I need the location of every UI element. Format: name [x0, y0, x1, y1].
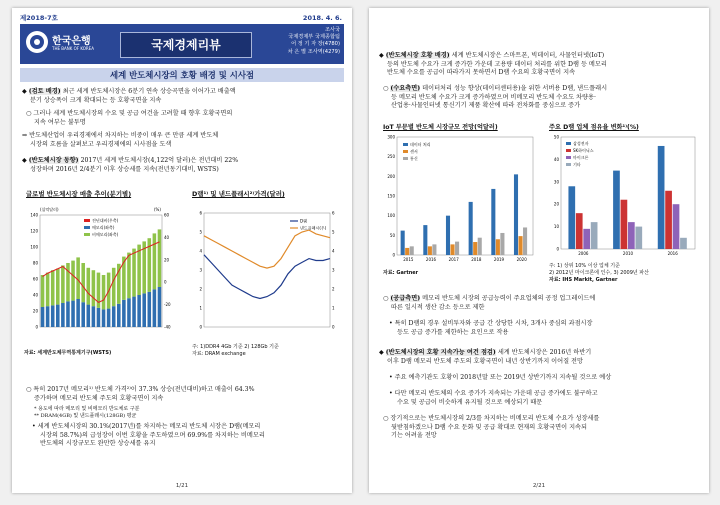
bar: [673, 204, 680, 249]
dot-bullet-icon: •: [389, 390, 395, 397]
circle-bullet-icon: ○: [383, 85, 391, 92]
y-tick-label: 250: [387, 154, 395, 160]
non-memory-bar: [132, 249, 136, 297]
memory-bar: [153, 289, 157, 327]
y-tick-label: 140: [30, 212, 38, 218]
text-line: 장기적으로는 반도체시장의 2/3를 차지하는 비메모리 반도체 수요가 성장세를: [390, 415, 600, 422]
bar: [496, 239, 500, 255]
text-line: 지속 여부는 불투명: [34, 118, 86, 126]
footnote: * 용도에 따라 메모리 및 비메모리 반도체로 구분: [34, 406, 140, 412]
memory-bar: [117, 304, 121, 327]
legend-label: 비메모리(좌축): [92, 232, 119, 237]
bar: [576, 213, 583, 249]
dot-bullet-icon: •: [32, 423, 38, 430]
bar: [518, 236, 522, 255]
paragraph-implication: [22, 132, 342, 149]
text-line: 특히 2017년 메모리¹⁾ 반도체 가격²⁾이 37.3% 상승(전년대비)하고 매출이 64.3%: [33, 386, 255, 393]
diamond-bullet-icon: ◆: [379, 52, 386, 59]
y-tick-label: 10: [553, 224, 559, 230]
text-line: 수요 및 공급이 비슷하게 유지될 것으로 예상되기 때문: [397, 398, 543, 406]
text-line: 반도체 수요를 공급이 따라가지 못하면서 D램 수요의 호황국면이 지속: [387, 69, 576, 77]
y-tick-label: 40: [553, 156, 559, 162]
legend-label: SK하이닉스: [573, 148, 594, 153]
chart1-source: 자료: 세계반도체무역통계기구(WSTS): [24, 350, 112, 356]
text-line: 등 메모리 반도체 수요가 크게 증가하였으며 비메모리 반도체 수요도 차량용·: [391, 93, 596, 101]
legend-label: 데이터 처리: [410, 142, 431, 147]
paragraph-supply-detail: [389, 320, 701, 337]
text-line: 시장의 흐름을 살펴보고 우리경제에의 시사점을 도색: [30, 140, 172, 148]
legend-label: 메모리(좌축): [92, 225, 115, 230]
bar: [680, 238, 687, 249]
paragraph-share: [32, 423, 342, 449]
legend-swatch: [566, 156, 571, 159]
text-line: 다만 메모리 반도체의 수요 증가가 지속되는 가운데 공급 증가에도 불구하고: [394, 390, 598, 397]
memory-bar: [127, 298, 131, 327]
paragraph-longterm: [383, 415, 701, 441]
y-tick-label: 20: [32, 308, 38, 314]
memory-bar: [81, 302, 85, 327]
boom-background-label: (반도체시장 호황 배경): [385, 52, 450, 59]
bar: [628, 222, 635, 249]
paragraph-supply: [383, 295, 701, 312]
footnote: ** DRAM(4GB) 및 낸드플래시(128GB) 평균: [34, 412, 137, 419]
memory-bar: [66, 301, 70, 327]
non-memory-bar: [81, 263, 85, 302]
memory-bar: [76, 299, 80, 327]
paragraph-price: [26, 386, 342, 403]
memory-bar: [122, 300, 126, 327]
bar: [473, 242, 477, 255]
bar: [613, 171, 620, 249]
text-line: 기는 어려울 전망: [391, 432, 437, 440]
legend-swatch: [84, 226, 90, 229]
text-line: 반도체산업이 우리경제에서 차지하는 비중이 매우 큰 만큼 세계 반도체: [29, 132, 219, 139]
memory-bar: [71, 301, 75, 327]
bar: [450, 244, 454, 255]
dram-nand-price-chart: [188, 199, 346, 349]
dept-line: 조사국: [324, 27, 340, 33]
text-line: 메모리 반도체 시장의 공급능력이 주요업체의 공정 업그레이드에: [422, 295, 596, 302]
paragraph-background: [22, 88, 342, 105]
paragraph-outlook-forecast: [389, 374, 701, 383]
memory-bar: [132, 297, 136, 327]
text-line: 분기 상승폭이 크게 확대되는 등 호황국면을 지속: [30, 96, 162, 104]
non-memory-bar: [56, 269, 60, 305]
paragraph-however: [26, 110, 342, 127]
memory-bar: [56, 305, 60, 327]
text-line: 2017년 세계 반도체시장(4,122억 달러)은 전년대비 22%: [80, 157, 239, 164]
bar: [478, 238, 482, 255]
report-page-2: [369, 8, 709, 493]
y-tick-label: 40: [32, 292, 38, 298]
memory-bar: [148, 292, 152, 327]
bar: [500, 233, 504, 255]
iot-market-chart: [379, 131, 539, 268]
bar: [410, 246, 414, 255]
bank-name-en: THE BANK OF KOREA: [52, 46, 94, 51]
non-memory-bar: [112, 268, 116, 306]
bar: [491, 189, 495, 255]
legend-label: 삼성전자: [573, 141, 589, 146]
y-tick-label: 2: [199, 286, 202, 292]
background-label: (검토 배경): [28, 88, 61, 95]
x-tick-label: 2015: [403, 257, 414, 262]
text-line: 특히 D램의 경우 설비투자와 공급 간 상당한 시차, 3개사 중심의 과점시장: [394, 320, 593, 327]
y-tick-label: 50: [389, 232, 395, 238]
y-tick-label: 3: [199, 267, 202, 273]
dram-share-chart: [545, 131, 703, 261]
circle-bullet-icon: ○: [26, 386, 34, 393]
bar: [568, 186, 575, 249]
non-memory-bar: [127, 253, 131, 299]
bar: [446, 216, 450, 255]
bar: [455, 242, 459, 255]
y-tick-label: 20: [553, 201, 559, 207]
paragraph-outlook: [379, 349, 701, 366]
y-tick-label: 6: [199, 210, 202, 216]
supply-label: (공급측면): [390, 295, 421, 302]
chart4-note2: 2) 2012년 마이크론에 인수, 3) 2009년 파산: [549, 270, 649, 276]
issue-date: 2018. 4. 6.: [302, 14, 342, 22]
bar: [591, 222, 598, 249]
memory-bar: [46, 306, 50, 327]
dot-bullet-icon: •: [389, 320, 395, 327]
arrow-bullet-icon: ⇒: [22, 132, 30, 139]
y-tick-label: 80: [32, 260, 38, 266]
bar: [401, 231, 405, 255]
text-line: 뒷받침하겠으나 D램 수요 둔화 및 공급 확대로 현재의 호황국면이 지속되: [391, 423, 587, 431]
legend-swatch: [403, 157, 408, 160]
bar: [423, 225, 427, 255]
paragraph-outlook-balance: [389, 390, 701, 407]
non-memory-bar: [71, 261, 75, 301]
chart4-title: 주요 D램 업체 점유율 변화¹⁾(%): [549, 124, 639, 131]
chart1-title: 글로벌 반도체시장 매출 추이(분기별): [26, 190, 132, 198]
footnotes: [34, 406, 342, 419]
y2-tick-label: 3: [332, 267, 335, 273]
report-header: [20, 24, 344, 64]
memory-bar: [102, 309, 106, 327]
page-number: 2/21: [532, 483, 546, 489]
bar: [523, 227, 527, 255]
x-tick-label: 2018: [471, 257, 482, 262]
y-tick-label: 1: [199, 305, 202, 311]
text-line: 산업용·사물인터넷 통신기기 제품 확산에 따라 전차화를 중심으로 증가: [391, 102, 581, 110]
legend-label: 전년대비(우축): [92, 218, 119, 223]
non-memory-bar: [153, 233, 157, 289]
non-memory-bar: [41, 275, 45, 307]
review-title: 국제경제리뷰: [120, 32, 252, 58]
x-tick-label: 2020: [516, 257, 527, 262]
y2-tick-label: 6: [332, 210, 335, 216]
x-tick-label: 2010: [622, 251, 634, 256]
chart4-source: 자료: IHS Markit, Gartner: [549, 277, 618, 283]
x-tick-label: 2017: [448, 257, 459, 262]
circle-bullet-icon: ○: [26, 110, 34, 117]
diamond-bullet-icon: ◆: [22, 88, 29, 95]
legend-swatch: [566, 142, 571, 145]
text-line: 세계 반도체시장의 30.1%(2017년)를 차지하는 메모리 반도체 시장은 D램(메모리: [37, 423, 261, 430]
chart3-source: 자료: Gartner: [383, 270, 419, 276]
bar: [621, 200, 628, 249]
memory-bar: [137, 295, 141, 327]
y-tick-label: 120: [30, 228, 38, 234]
legend-swatch: [566, 163, 571, 166]
y-tick-label: 100: [30, 244, 38, 250]
y2-tick-label: 1: [332, 305, 335, 311]
memory-bar: [142, 293, 146, 327]
legend-swatch: [403, 143, 408, 146]
x-tick-label: 2016: [425, 257, 437, 262]
text-line: 따른 일시적 생산 감소 등으로 제한: [391, 303, 485, 311]
memory-bar: [87, 305, 91, 327]
chart2-source: 자료: DRAM exchange: [192, 351, 246, 357]
y2-tick-label: 0: [332, 324, 335, 330]
text-line: 세계 반도체시장은 2016년 하반기: [497, 349, 592, 356]
y2-tick-label: 40: [164, 234, 170, 240]
chart3-title: IoT 부문별 반도체 시장규모 전망(억달러): [383, 124, 498, 131]
y-tick-label: 0: [392, 252, 395, 258]
semiconductor-sales-chart: [22, 199, 180, 349]
dot-bullet-icon: •: [389, 374, 395, 381]
y-tick-label: 0: [199, 324, 202, 330]
bar: [635, 227, 642, 249]
circle-bullet-icon: ○: [383, 415, 391, 422]
text-line: 등도 공급 증가를 제한하는 요인으로 작용: [397, 328, 509, 336]
y2-tick-label: 5: [332, 229, 335, 235]
y2-tick-label: 60: [164, 212, 170, 218]
non-memory-bar: [61, 265, 65, 303]
bar: [405, 248, 409, 255]
report-page-1: [12, 8, 352, 493]
y-tick-label: 50: [553, 134, 559, 140]
legend-label: D램: [300, 218, 307, 224]
text-line: 성장하며 2016년 2/4분기 이후 상승세를 지속(전년동기대비, WSTS): [30, 165, 219, 173]
non-memory-bar: [87, 268, 91, 305]
non-memory-bar: [51, 270, 55, 305]
legend-swatch: [84, 219, 90, 222]
issue-number: 제2018-7호: [20, 14, 58, 22]
dept-line: 어 정 기 자 장(4780): [291, 41, 340, 48]
text-line: 등의 반도체 수요가 크게 증가한 가운데 고용량 데이터 처리를 위한 D램 등 메모리: [387, 60, 607, 68]
y-tick-label: 300: [387, 134, 395, 140]
memory-bar: [92, 306, 96, 327]
paragraph-boom-background: [379, 52, 701, 78]
x-tick-label: 2019: [493, 257, 505, 262]
memory-bar: [112, 306, 116, 327]
y2-tick-label: -20: [164, 302, 171, 308]
text-line: 시장의 58.7%)의 급성장이 이번 호황을 주도하였으며 69.9%를 차지하는 비메모리: [40, 431, 265, 439]
y-tick-label: 150: [387, 193, 395, 199]
y-tick-label: 0: [556, 246, 559, 252]
left-unit: (십억달러): [40, 207, 59, 212]
y-tick-label: 30: [553, 179, 559, 185]
demand-label: (수요측면): [390, 85, 421, 92]
y-tick-label: 0: [35, 324, 38, 330]
paragraph-trend: [22, 157, 342, 174]
y-tick-label: 4: [199, 248, 202, 254]
legend-swatch: [84, 233, 90, 236]
text-line: 주요 예측기관도 호황이 2018년말 또는 2019년 상반기까지 지속될 것으로 예상: [394, 374, 612, 381]
paragraph-demand: [383, 85, 701, 111]
circle-bullet-icon: ○: [383, 295, 391, 302]
non-memory-bar: [122, 257, 126, 300]
memory-bar: [41, 307, 45, 327]
bar: [469, 202, 473, 255]
y2-tick-label: 2: [332, 286, 335, 292]
memory-bar: [97, 308, 101, 327]
chart2-note: 주: 1)DDR4 4Gb 기준 2) 128Gb 기준: [192, 344, 279, 350]
y2-tick-label: -40: [164, 324, 171, 330]
dept-line: 국제경제부 국제종합팀: [288, 34, 340, 41]
diamond-bullet-icon: ◆: [379, 349, 386, 356]
bar: [665, 191, 672, 249]
legend-swatch: [403, 150, 408, 153]
legend-label: 통신: [410, 156, 418, 161]
chart2-title: D램¹⁾ 및 낸드플래시²⁾가격(달러): [192, 190, 285, 198]
trend-label: (반도체시장 동향): [28, 157, 79, 164]
text-line: 세계 반도체시장은 스마트폰, 빅데이터, 사물인터넷(IoT): [451, 52, 605, 59]
y2-tick-label: 20: [164, 257, 170, 263]
text-line: 데이터처리 성능 향상(데이터센터용)을 위한 서버용 D램, 낸드플래시: [422, 85, 608, 92]
bank-name: 한국은행: [52, 36, 91, 47]
text-line: 증가하며 메모리 반도체 주도의 호황국면이 지속: [34, 394, 164, 402]
legend-label: 기타: [573, 162, 581, 167]
chart4-note1: 주: 1) 상위 10% 이상 업체 기준: [549, 263, 620, 269]
page-number: 1/21: [175, 483, 189, 489]
diamond-bullet-icon: ◆: [22, 157, 29, 164]
memory-bar: [107, 309, 111, 327]
y2-tick-label: 4: [332, 248, 335, 254]
x-tick-label: 2016: [667, 251, 678, 256]
x-tick-label: 2006: [578, 251, 589, 256]
bar: [432, 244, 436, 255]
text-line: 반도체의 시장규모도 완만한 상승세를 유지: [40, 440, 156, 448]
non-memory-bar: [92, 270, 96, 306]
text-line: 최근 세계 반도체시장은 6분기 연속 상승곡면을 이어가고 배출액: [62, 88, 236, 95]
right-unit: (%): [154, 207, 161, 212]
legend-label: 센서: [410, 149, 418, 154]
y-tick-label: 5: [199, 229, 202, 235]
plot-area: [397, 137, 533, 255]
memory-bar: [61, 303, 65, 327]
department-info: [288, 27, 340, 56]
memory-bar: [51, 305, 55, 327]
memory-bar: [158, 287, 162, 327]
y-tick-label: 60: [32, 276, 38, 282]
bar: [514, 174, 518, 255]
text-line: 이후 D램 메모리 반도체 주도의 호황국면이 내년 상반기까지 이어질 전망: [387, 357, 583, 365]
bar: [583, 229, 590, 249]
legend-label: 마이크론: [573, 155, 589, 160]
legend-swatch: [566, 149, 571, 152]
outlook-label: (반도체시장의 호황 지속가능 여건 점검): [385, 349, 496, 356]
dept-line: 차 은 별 조사역(4279): [287, 48, 340, 55]
non-memory-bar: [137, 245, 141, 295]
bar: [658, 146, 665, 249]
y-tick-label: 100: [387, 213, 395, 219]
y-tick-label: 200: [387, 173, 395, 179]
non-memory-bar: [158, 229, 162, 287]
bank-logo-icon: [26, 31, 48, 53]
text-line: 그러나 세계 반도체시장의 수요 및 공급 여건을 고려할 때 향후 호황국면의: [33, 110, 233, 117]
non-memory-bar: [102, 275, 106, 309]
bar: [428, 246, 432, 255]
main-title: 세계 반도체시장의 호황 배경 및 시사점: [20, 68, 344, 82]
y2-tick-label: 0: [164, 279, 167, 285]
non-memory-bar: [66, 263, 70, 301]
non-memory-bar: [46, 273, 50, 307]
legend-label: 낸드플래시(우): [300, 225, 327, 231]
